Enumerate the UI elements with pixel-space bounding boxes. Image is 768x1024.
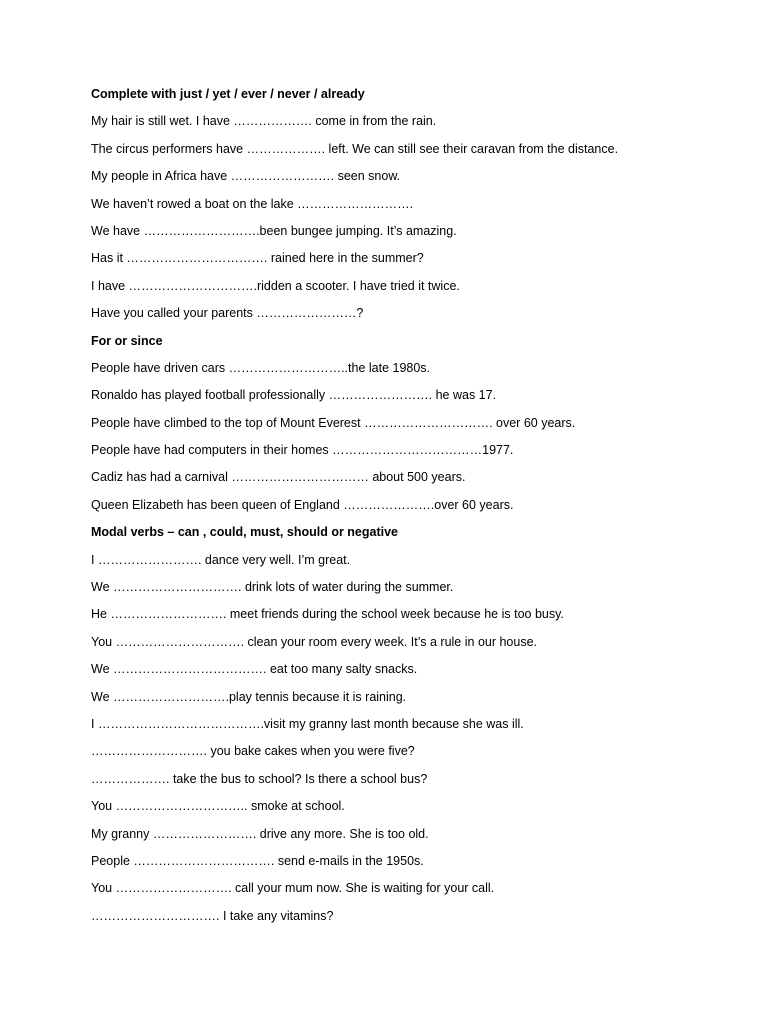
section-heading-for-or-since: For or since [91, 333, 163, 348]
exercise-line: Queen Elizabeth has been queen of England ………………….over 60 years. [91, 497, 514, 512]
exercise-line: People have climbed to the top of Mount Everest …………………………. over 60 years. [91, 415, 576, 430]
exercise-line: I ……………………. dance very well. I’m great. [91, 552, 351, 567]
exercise-line: People ……………………………. send e-mails in the 1950s. [91, 853, 424, 868]
exercise-line: ………………. take the bus to school? Is there a school bus? [91, 771, 428, 786]
exercise-line: We have ……………………….been bungee jumping. It’s amazing. [91, 223, 457, 238]
exercise-line: You …………………………. clean your room every week. It’s a rule in our house. [91, 634, 538, 649]
exercise-line: We ……………………….play tennis because it is raining. [91, 689, 407, 704]
exercise-line: We …………………………. drink lots of water during the summer. [91, 580, 454, 595]
exercise-line: ………………………. you bake cakes when you were five? [91, 744, 415, 759]
exercise-line: My people in Africa have ……………………. seen snow. [91, 169, 401, 184]
exercise-line: The circus performers have ………………. left. We can still see their caravan from the distance. [91, 141, 619, 156]
exercise-line: Cadiz has had a carnival …………………………… about 500 years. [91, 470, 466, 485]
worksheet-page [91, 86, 711, 935]
exercise-line: We haven’t rowed a boat on the lake ………………………. [91, 196, 414, 211]
section-heading-just-yet-ever-never-already: Complete with just / yet / ever / never / already [91, 87, 365, 101]
exercise-line: My hair is still wet. I have ………………. come in from the rain. [91, 114, 437, 129]
exercise-line: You ………………………….. smoke at school. [91, 799, 345, 814]
exercise-line: Has it ……………………………. rained here in the summer? [91, 251, 424, 266]
exercise-line: My granny ……………………. drive any more. She is too old. [91, 826, 429, 841]
exercise-line: People have driven cars ………………………..the late 1980s. [91, 360, 431, 375]
exercise-line: Ronaldo has played football professionally ……………………. he was 17. [91, 388, 497, 403]
exercise-line: You ………………………. call your mum now. She is waiting for your call. [91, 881, 495, 896]
exercise-line: Have you called your parents ……………………? [91, 306, 364, 321]
exercise-line: I have ………………………….ridden a scooter. I have tried it twice. [91, 278, 460, 293]
exercise-line: People have had computers in their homes ………………………………1977. [91, 443, 514, 458]
exercise-line: I ………………………………….visit my granny last month because she was ill. [91, 716, 524, 731]
exercise-line: …………………………. I take any vitamins? [91, 908, 334, 923]
section-heading-modal-verbs: Modal verbs – can , could, must, should or negative [91, 525, 399, 540]
exercise-line: We ………………………………. eat too many salty snacks. [91, 662, 418, 677]
exercise-line: He ………………………. meet friends during the school week because he is too busy. [91, 607, 564, 622]
